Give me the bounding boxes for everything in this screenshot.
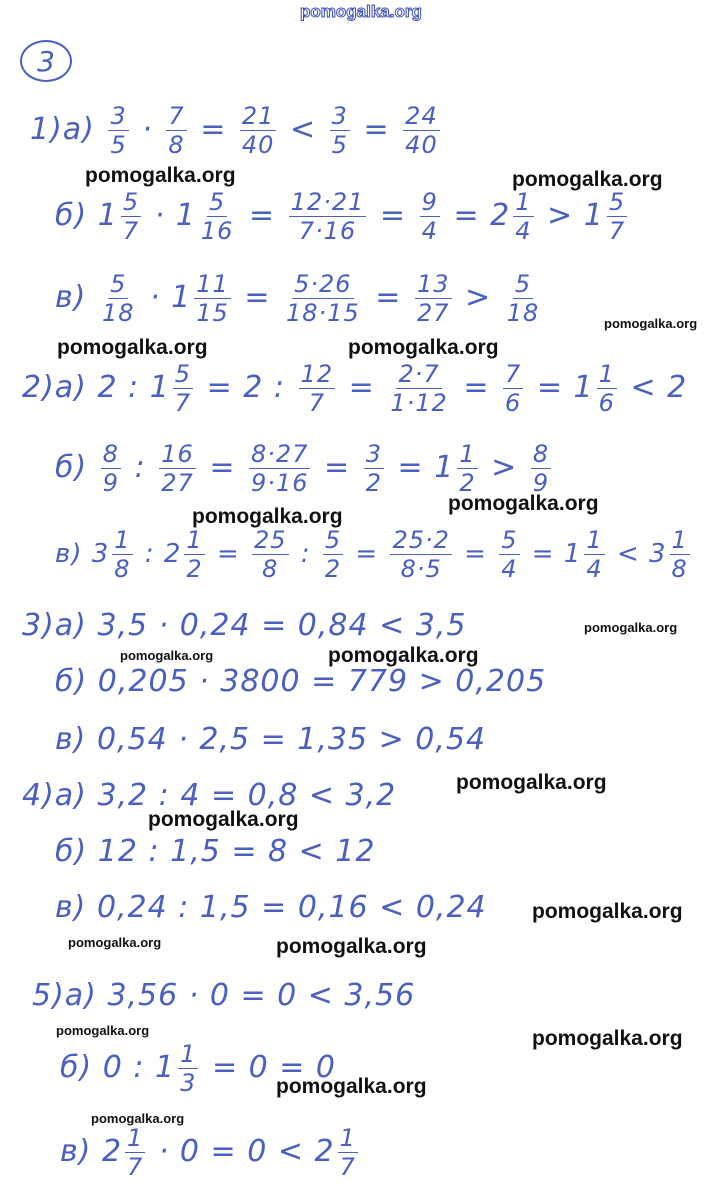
watermark: pomogalka.org [192,505,343,528]
part2-a-label: а) [54,370,87,405]
part3-c-expr: 0,54 · 2,5 = 1,35 > 0,54 [96,722,487,757]
part2-label: 2) [22,370,55,405]
part3-c-label: в) [55,722,87,757]
watermark: pomogalka.org [328,644,479,667]
watermark: pomogalka.org [532,900,683,923]
part3-b-line [55,664,546,699]
fraction: $\frac{1}{7}$ [339,1124,356,1181]
fraction: $\frac{5}{18}$ [506,270,540,327]
fraction: $\frac{1}{8}$ [114,526,131,583]
watermark: pomogalka.org [532,1027,683,1050]
fraction: $\frac{5}{4}$ [501,526,518,583]
part4-c-label: в) [55,890,87,925]
fraction: $\frac{1}{8}$ [671,526,688,583]
part5-c-line: в) 2 $\frac{1}{7}$ · 0 = 0 < 2 $\frac{1}{7}$ [60,1124,356,1181]
part3-c-line [55,722,486,757]
fraction: $\frac{8\cdot 27}{9\cdot 16}$ [251,440,309,497]
fraction: $\frac{1}{6}$ [598,360,615,417]
part3-label: 3) [22,608,55,643]
fraction: $\frac{2\cdot 7}{1\cdot 12}$ [390,360,448,417]
fraction: $\frac{7}{6}$ [505,360,522,417]
fraction: $\frac{5}{2}$ [324,526,342,583]
part4-b-label: б) [55,834,88,869]
fraction: $\frac{7}{8}$ [168,102,185,159]
watermark: pomogalka.org [584,620,678,635]
fraction: $\frac{25\cdot 2}{8\cdot 5}$ [392,526,450,583]
fraction: $\frac{5\cdot 26}{18\cdot 15}$ [286,270,360,327]
fraction: $\frac{1}{4}$ [586,526,603,583]
part1-b-line: б) 1 $\frac{5}{7}$ · 1 $\frac{5}{16}$ = $\frac{12\cdot 21}{7\cdot 16}$ = $\frac{9}{4}$ = 2 $\frac{1}{4}$ > 1 $\frac{5}{7}$ [55,188,626,245]
watermark: pomogalka.org [57,336,208,359]
top-watermark: pomogalka.org [300,2,422,21]
part4-label: 4) [22,778,55,813]
part5-a-expr: 3,56 · 0 = 0 < 3,56 [107,978,416,1013]
part5-label: 5) [32,978,65,1013]
watermark: pomogalka.org [456,771,607,794]
part5-b-line: б) 0 : 1 $\frac{1}{3}$ = 0 = 0 [60,1040,337,1097]
task-number-text: 3 [37,44,55,78]
fraction: $\frac{21}{40}$ [241,102,275,159]
watermark: pomogalka.org [91,1111,185,1126]
part3-b-expr: 0,205 · 3800 = 779 > 0,205 [97,664,547,699]
fraction: $\frac{1}{2}$ [459,440,476,497]
fraction: $\frac{3}{5}$ [110,102,127,159]
fraction: $\frac{5}{7}$ [174,360,192,417]
fraction: $\frac{13}{27}$ [416,270,450,327]
part5-a-line [32,978,415,1013]
watermark: pomogalka.org [604,316,698,331]
part4-c-expr: 0,24 : 1,5 = 0,16 < 0,24 [96,890,487,925]
watermark: pomogalka.org [68,935,162,950]
part2-c-label: в) [55,539,83,569]
fraction: $\frac{12\cdot 21}{7\cdot 16}$ [290,188,365,245]
task-number [20,40,72,82]
fraction: $\frac{1}{4}$ [515,188,532,245]
watermark: pomogalka.org [448,492,599,515]
fraction: $\frac{25}{8}$ [254,526,287,583]
watermark: pomogalka.org [85,164,236,187]
watermark: pomogalka.org [120,648,214,663]
watermark: pomogalka.org [148,808,299,831]
fraction: $\frac{3}{5}$ [331,102,348,159]
fraction: $\frac{5}{18}$ [101,270,135,327]
fraction: $\frac{8}{9}$ [532,440,550,497]
fraction: $\frac{5}{7}$ [122,188,140,245]
part1-c-line: в) $\frac{5}{18}$ · 1 $\frac{11}{15}$ = $\frac{5\cdot 26}{18\cdot 15}$ = $\frac{13}{27}$ > $\frac{5}{18}$ [55,270,540,327]
fraction: $\frac{8}{9}$ [102,440,120,497]
watermark: pomogalka.org [276,1075,427,1098]
part2-c-line: в) 3 $\frac{1}{8}$ : 2 $\frac{1}{2}$ = $\frac{25}{8}$ : $\frac{5}{2}$ = $\frac{25\cdot 2}{8\cdot 5}$ = $\frac{5}{4}$ = 1 $\frac{1}{4}$ < 3 $\frac{1}{8}$ [55,526,688,583]
fraction: $\frac{1}{2}$ [186,526,203,583]
fraction: $\frac{1}{7}$ [127,1124,144,1181]
fraction: $\frac{1}{3}$ [180,1040,197,1097]
fraction: $\frac{5}{7}$ [608,188,626,245]
part3-a-label: а) [54,608,87,643]
fraction: $\frac{12}{7}$ [300,360,334,417]
watermark: pomogalka.org [276,935,427,958]
part5-b-label: б) [60,1050,93,1085]
fraction: $\frac{9}{4}$ [421,188,438,245]
part1-label: 1) [30,112,63,147]
part4-b-expr: 12 : 1,5 = 8 < 12 [97,834,376,869]
fraction: $\frac{11}{15}$ [196,270,229,327]
fraction: $\frac{5}{16}$ [200,188,234,245]
part5-a-label: а) [64,978,97,1013]
part5-c-label: в) [60,1134,92,1169]
part1-c-label: в) [55,280,87,315]
part4-b-line [55,834,376,869]
part1-b-label: б) [55,198,88,233]
part4-a-label: а) [54,778,87,813]
watermark: pomogalka.org [348,336,499,359]
fraction: $\frac{3}{2}$ [365,440,382,497]
watermark: pomogalka.org [56,1023,150,1038]
part3-b-label: б) [55,664,88,699]
part2-b-label: б) [55,450,88,485]
part1-a-label: а) [62,112,95,147]
watermark: pomogalka.org [512,168,663,191]
part2-b-line: б) $\frac{8}{9}$ : $\frac{16}{27}$ = $\frac{8\cdot 27}{9\cdot 16}$ = $\frac{3}{2}$ = 1 $\frac{1}{2}$ > $\frac{8}{9}$ [55,440,550,497]
fraction: $\frac{16}{27}$ [161,440,194,497]
part3-a-line [22,608,466,643]
part1-a-line: 1)а) $\frac{3}{5}$ · $\frac{7}{8}$ = $\frac{21}{40}$ < $\frac{3}{5}$ = $\frac{24}{40}$ [30,102,438,159]
part2-a-line: 2)а) 2 : 1 $\frac{5}{7}$ = 2 : $\frac{12}{7}$ = $\frac{2\cdot 7}{1\cdot 12}$ = $\frac{7}{6}$ = 1 $\frac{1}{6}$ < 2 [22,360,688,417]
part4-c-line [55,890,487,925]
part3-a-expr: 3,5 · 0,24 = 0,84 < 3,5 [97,608,467,643]
part4-a-expr: 3,2 : 4 = 0,8 < 3,2 [97,778,397,813]
fraction: $\frac{24}{40}$ [405,102,438,159]
